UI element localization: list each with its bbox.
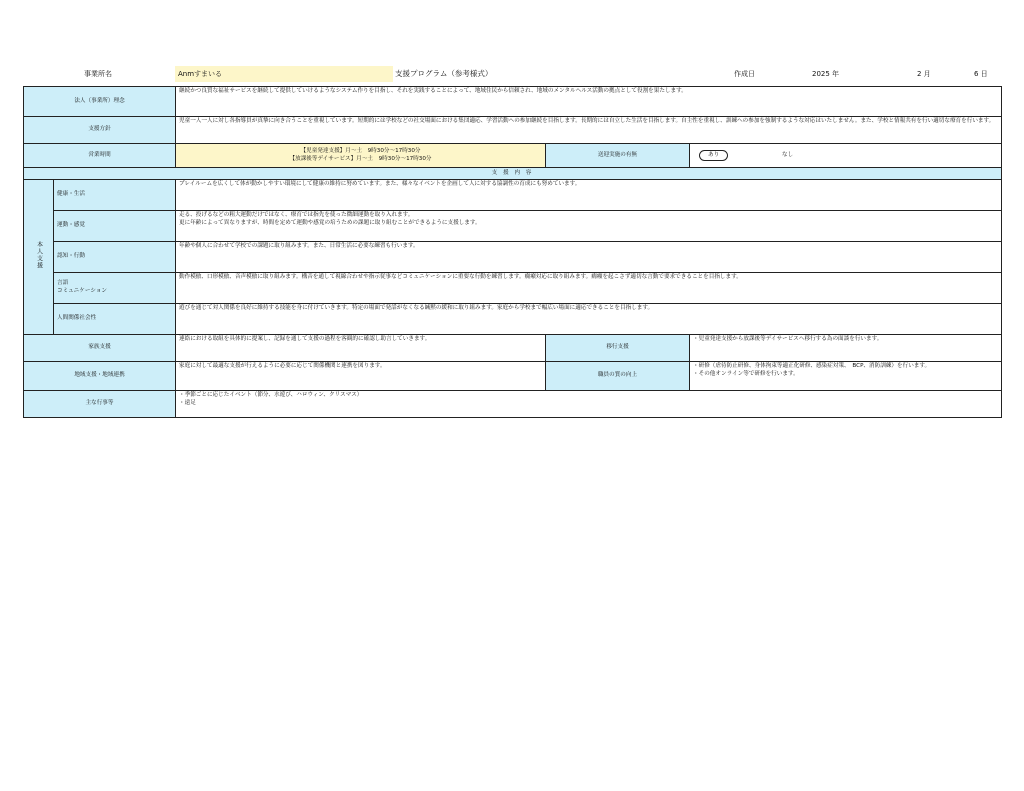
transport-yes-circled: あり <box>699 150 728 162</box>
hours-row <box>24 144 1002 168</box>
support-label-health: 健康・生活 <box>54 180 176 211</box>
philosophy-text: 継続かつ良質な福祉サービスを継続して提供していけるようなシステム作りを目指し、それを実践することによって、地域住民から信頼され、地域のメンタルヘルス活動の拠点として役割を果たします。 <box>176 87 1002 117</box>
office-name: Anmすまいる <box>175 66 393 82</box>
family-text: 連絡における取組を具体的に提案し、記録を通して支援の過程を客観的に確認し助言していきます。 <box>176 335 546 362</box>
main-support-label <box>24 180 54 335</box>
events-line-2: ・遠足 <box>179 399 196 406</box>
transport-options <box>690 144 1002 168</box>
support-text-language: 動作模倣、口形模倣、音声模倣に取り組みます。構音を通して視線合わせや指示従事などコミュニケーションに重要な行動を練習します。癇癪対応に取り組みます。癇癪を起こさず適切な言動で要求できることを目指します。 <box>176 273 1002 304</box>
hours-line-afterschool: 【放課後等デイサービス】月～土 9時30分～17時30分 <box>289 155 432 162</box>
support-row-motor <box>24 211 1002 242</box>
quality-line-1: ・研修（虐待防止研修、身体拘束等適正化研修、感染症対策、 BCP、消防訓練）を行います。 <box>693 363 931 369</box>
community-label: 地域支援・地域連携 <box>24 362 176 391</box>
quality-label: 職員の質の向上 <box>546 362 690 391</box>
created-label: 作成日 <box>734 70 755 78</box>
quality-line-2: ・その他オンライン等で研修を行います。 <box>693 370 799 377</box>
events-line-1: ・季節ごとに応じたイベント（節分、水遊び、ハロウィン、クリスマス） <box>179 392 363 398</box>
support-label-social: 人間関係社会性 <box>54 304 176 335</box>
philosophy-row <box>24 87 1002 117</box>
events-label: 主な行事等 <box>24 391 176 418</box>
events-row <box>24 391 1002 418</box>
hours-line-child: 【児童発達支援】月～土 9時30分～17時30分 <box>300 147 421 154</box>
support-text-health: プレイルームを広くして体が動かしやすい環境にして健康の維持に努めています。また、様々なイベントを企画して人に対する協調性の育成にも努めています。 <box>176 180 1002 211</box>
support-content-banner: 支 援 内 容 <box>24 168 1002 180</box>
community-text: 家庭に対して最適な支援が行えるように必要に応じて関係機関と連携を図ります。 <box>176 362 546 391</box>
support-row-language <box>24 273 1002 304</box>
support-label-cognition: 認知・行動 <box>54 242 176 273</box>
main-support-label-text: 本人支援 <box>35 241 43 270</box>
support-row-cognition <box>24 242 1002 273</box>
support-text-motor: 走る、投げるなどの粗大運動だけではなく、療育では指先を使った微細運動を取り入れます。 更に年齢によって異なりますが、時間を定めて運動や感覚の培うための課題に取り組むことができるように支援します。 <box>176 211 1002 242</box>
transport-label: 送迎実施の有無 <box>546 144 690 168</box>
doc-title: 支援プログラム（参考様式） <box>395 69 493 78</box>
community-row <box>24 362 1002 391</box>
events-text <box>176 391 1002 418</box>
support-program-table <box>23 86 1002 418</box>
policy-label: 支援方針 <box>24 117 176 144</box>
transition-label: 移行支援 <box>546 335 690 362</box>
policy-text: 児童一人一人に対し各指導員が真摯に向き合うことを重視しています。短期的には学校などの社交場面における集団適応、学習活動への参加継続を目指します。長期的には自立した生活を目指します。自主性を重視し、訓練への参加を強制するような対応はいたしません。また、学校と情報共有を行い適切な療育を行います。 <box>176 117 1002 144</box>
created-day: 6 日 <box>974 70 988 78</box>
family-label: 家族支援 <box>24 335 176 362</box>
support-text-social: 遊びを通じて対人関係を良好に維持する技能を身に付けていきます。特定の場面で発話がなくなる緘黙の緩和に取り組みます。家庭から学校まで幅広い場面に適応できることを目指します。 <box>176 304 1002 335</box>
created-month: 2 月 <box>917 70 931 78</box>
quality-text <box>690 362 1002 391</box>
policy-row <box>24 117 1002 144</box>
transition-text: ・児童発達支援から放課後等デイサービスへ移行する為の面談を行います。 <box>690 335 1002 362</box>
philosophy-label: 法人（事業所）理念 <box>24 87 176 117</box>
family-row <box>24 335 1002 362</box>
support-text-cognition: 年齢や個人に合わせて学校での課題に取り組みます。また、日常生活に必要な練習も行います。 <box>176 242 1002 273</box>
support-row-health <box>24 180 1002 211</box>
created-year: 2025 年 <box>812 70 840 78</box>
office-label: 事業所名 <box>84 70 112 78</box>
hours-value <box>176 144 546 168</box>
support-label-language: 言語 コミュニケーション <box>54 273 176 304</box>
hours-label: 営業時間 <box>24 144 176 168</box>
support-banner-row <box>24 168 1002 180</box>
support-label-motor: 運動・感覚 <box>54 211 176 242</box>
support-row-social <box>24 304 1002 335</box>
transport-no: なし <box>782 151 794 158</box>
